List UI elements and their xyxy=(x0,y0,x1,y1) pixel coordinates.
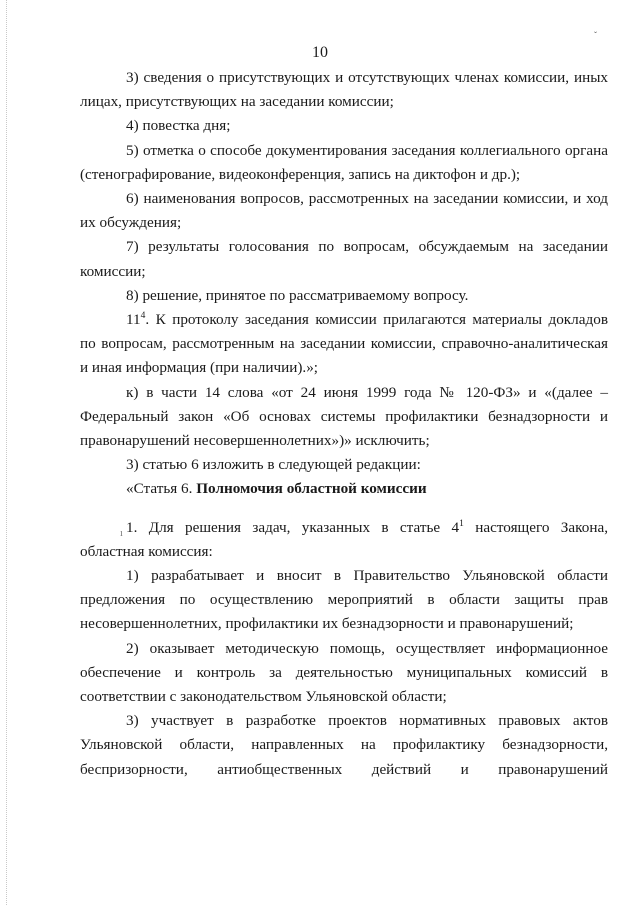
scan-artifact: ı xyxy=(120,528,123,539)
paragraph-item-3: 3) сведения о присутствующих и отсутствующих членах комиссии, иных лицах, присутствующих на заседании комиссии; xyxy=(80,69,608,111)
document-body xyxy=(80,66,608,782)
article-heading xyxy=(80,477,608,501)
paragraph-11-4 xyxy=(80,308,608,381)
paragraph-article-6-part-1 xyxy=(80,516,608,564)
paragraph-text-a: 1. Для решения задач, указанных в статье 4 xyxy=(126,518,460,536)
paragraph-superscript: 4 xyxy=(140,311,146,322)
paragraph-article-6-intro: 3) статью 6 изложить в следующей редакции: xyxy=(126,456,421,474)
paragraph-item-5: 5) отметка о способе документирования заседания коллегиального органа (стенографирование, видеоконференция, запись на диктофон и др.); xyxy=(80,141,608,183)
paragraph-number: 11 xyxy=(126,311,141,329)
paragraph-power-3: 3) участвует в разработке проектов нормативных правовых актов Ульяновской области, направленных на профилактику безнадзорности, беспризорности, антиобщественных действий и правонарушений xyxy=(80,712,608,778)
paragraph-k: к) в части 14 слова «от 24 июня 1999 года № 120-ФЗ» и «(далее – Федеральный закон «Об основах системы профилактики безнадзорности и правонарушений несовершеннолетних»)» исключить; xyxy=(80,383,608,450)
scan-mark: ˇ xyxy=(594,30,597,40)
paragraph-item-7: 7) результаты голосования по вопросам, обсуждаемым на заседании комиссии; xyxy=(80,238,608,280)
paragraph-power-2: 2) оказывает методическую помощь, осуществляет информационное обеспечение и контроль за деятельностью муниципальных комиссий в соответствии с законодательством Ульяновской области; xyxy=(80,639,608,706)
paragraph-item-4: 4) повестка дня; xyxy=(126,117,231,135)
spacer xyxy=(80,502,608,516)
paragraph-text-b: настоящего Закона, областная комиссия: xyxy=(80,518,608,560)
paragraph-item-6: 6) наименования вопросов, рассмотренных на заседании комиссии, и ход их обсуждения; xyxy=(80,190,608,232)
article-prefix: «Статья 6. xyxy=(126,480,197,498)
scan-margin-line xyxy=(6,0,7,905)
article-title: Полномочия областной комиссии xyxy=(196,480,427,498)
page-number: 10 xyxy=(312,44,328,61)
paragraph-superscript: 1 xyxy=(459,518,464,529)
paragraph-power-1: 1) разрабатывает и вносит в Правительство Ульяновской области предложения по осуществлению мероприятий в области защиты прав несовершеннолетних, профилактики их безнадзорности и правонарушений; xyxy=(80,567,608,633)
paragraph-text: . К протоколу заседания комиссии прилагаются материалы докладов по вопросам, рассмотренным на заседании комиссии, справочно-аналитическая и иная информация (при наличии).»; xyxy=(80,311,608,377)
paragraph-item-8: 8) решение, принятое по рассматриваемому вопросу. xyxy=(126,286,469,304)
